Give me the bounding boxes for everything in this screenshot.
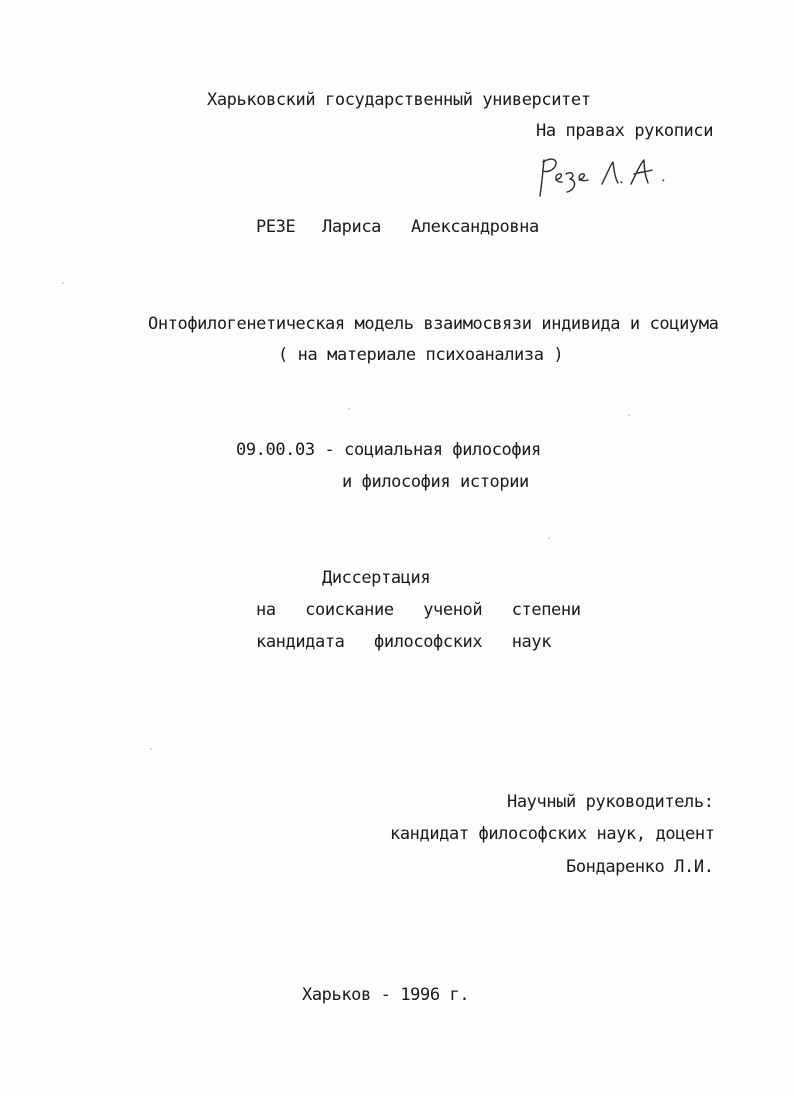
- manuscript-rights-note: На правах рукописи: [536, 121, 714, 141]
- scan-speck: [62, 282, 64, 284]
- handwritten-signature: [536, 150, 676, 202]
- scan-speck: [628, 414, 630, 416]
- document-type: Диссертация: [322, 568, 431, 588]
- specialty-code: 09.00.03 - социальная философия: [236, 440, 541, 460]
- scan-speck: [348, 408, 350, 410]
- author-patronymic: Александровна: [411, 217, 539, 237]
- degree-purpose: на соискание ученой степени: [256, 600, 581, 620]
- author-surname: РЕЗЕ: [256, 217, 296, 237]
- supervisor-degree: кандидат философских наук, доцент: [390, 824, 715, 844]
- supervisor-name: Бондаренко Л.И.: [566, 857, 714, 877]
- author-first-name: Лариса: [322, 217, 382, 237]
- dissertation-subtitle: ( на материале психоанализа ): [278, 345, 564, 365]
- specialty-continuation: и философия истории: [342, 472, 529, 492]
- scan-speck: [548, 537, 550, 539]
- scan-speck: [150, 748, 152, 750]
- place-and-year: Харьков - 1996 г.: [302, 985, 470, 1005]
- dissertation-title: Онтофилогенетическая модель взаимосвязи индивида и социума: [148, 314, 719, 334]
- degree-name: кандидата философских наук: [256, 632, 552, 652]
- university-name: Харьковский государственный университет: [207, 90, 591, 110]
- supervisor-label: Научный руководитель:: [507, 792, 714, 812]
